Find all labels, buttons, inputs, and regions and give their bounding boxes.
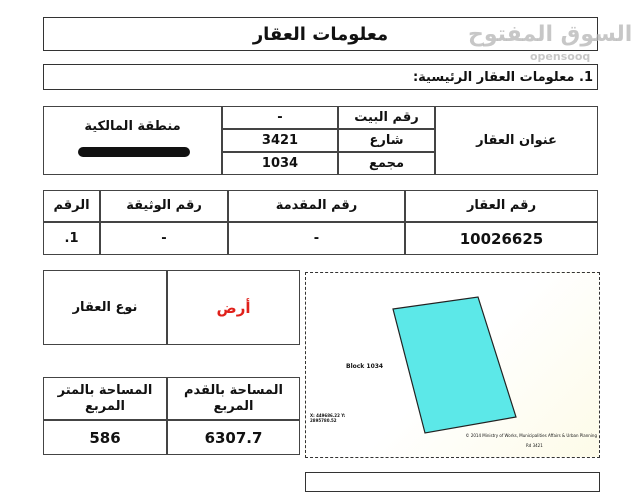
area-sqft-header: المساحة بالقدم المربع xyxy=(167,377,300,420)
property-type-value: أرض xyxy=(167,270,300,345)
value-property-number: 10026625 xyxy=(405,222,598,255)
street-label: شارع xyxy=(338,129,435,152)
section-header-box xyxy=(43,64,598,90)
address-label: عنوان العقار xyxy=(435,106,598,175)
header-property-number: رقم العقار xyxy=(405,190,598,222)
section-heading: 1. معلومات العقار الرئيسية: xyxy=(412,70,593,85)
next-section-box xyxy=(305,472,600,492)
street-value: 3421 xyxy=(222,129,338,152)
map-coordinates: X: 449686.22 Y: 2895780.52 xyxy=(310,413,346,423)
watermark-latin: opensooq xyxy=(530,50,591,63)
block-label: مجمع xyxy=(338,152,435,175)
document-title: معلومات العقار xyxy=(252,23,389,45)
watermark-logo: السوق المفتوح xyxy=(468,22,633,47)
area-sqm-header: المساحة بالمتر المربع xyxy=(43,377,167,420)
area-sqft-value: 6307.7 xyxy=(167,420,300,455)
area-name: منطقة المالكية xyxy=(84,119,181,134)
map-copyright: © 2014 Ministry of Works, Municipalities Affairs & Urban Planning xyxy=(465,433,597,438)
parcel-map xyxy=(305,272,600,458)
block-value: 1034 xyxy=(222,152,338,175)
value-document-number: - xyxy=(100,222,228,255)
block-label: Block 1034 xyxy=(346,363,384,370)
header-document-number: رقم الوثيقة xyxy=(100,190,228,222)
house-label: رقم البيت xyxy=(338,106,435,129)
value-number: 1. xyxy=(43,222,100,255)
area-sqm-value: 586 xyxy=(43,420,167,455)
property-type-label: نوع العقار xyxy=(43,270,167,345)
value-intro-number: - xyxy=(228,222,405,255)
header-number: الرقم xyxy=(43,190,100,222)
road-label: Rd 3421 xyxy=(526,443,543,448)
house-value: - xyxy=(222,106,338,129)
area-cell xyxy=(43,106,222,175)
header-intro-number: رقم المقدمة xyxy=(228,190,405,222)
redaction-mark xyxy=(78,147,190,157)
